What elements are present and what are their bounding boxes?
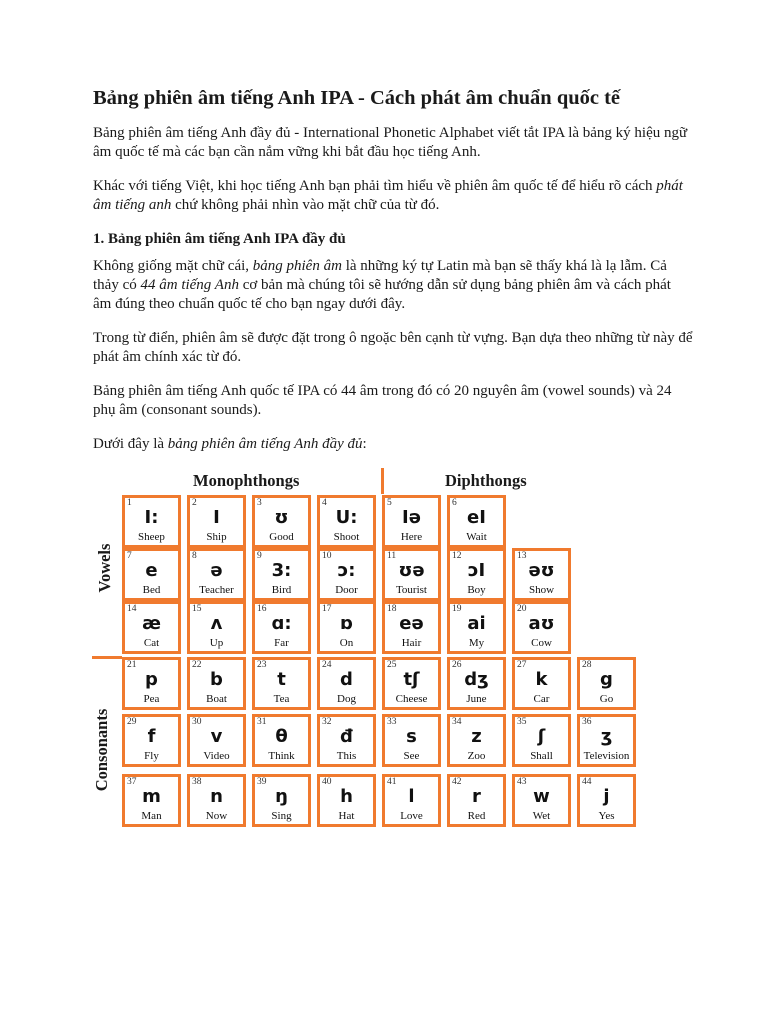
ipa-cell-number: 31 [257, 717, 267, 727]
ipa-example-word: Red [467, 810, 486, 822]
ipa-symbol: n [210, 786, 223, 807]
ipa-cell-number: 35 [517, 717, 527, 727]
ipa-cell-number: 16 [257, 604, 267, 614]
ipa-symbol: I [213, 507, 220, 528]
paragraph-6-text-a: Dưới đây là [93, 436, 168, 452]
ipa-example-word: Bed [142, 584, 161, 596]
ipa-symbol: t [277, 669, 286, 690]
consonants-label: Consonants [92, 708, 111, 792]
ipa-cell [122, 495, 181, 548]
paragraph-6-emphasis: bảng phiên âm tiếng Anh đầy đủ [167, 436, 363, 452]
ipa-symbol: ə [210, 560, 223, 581]
ipa-cell [252, 774, 311, 827]
ipa-cell [187, 601, 246, 654]
ipa-example-word: Dog [337, 693, 356, 705]
ipa-cell [447, 548, 506, 601]
ipa-symbol: đ [340, 726, 353, 747]
ipa-cell [187, 495, 246, 548]
ipa-cell-number: 37 [127, 777, 137, 787]
ipa-cell [512, 657, 571, 710]
ipa-cell [187, 774, 246, 827]
ipa-example-word: My [468, 637, 485, 649]
ipa-cell-number: 15 [192, 604, 202, 614]
ipa-example-word: Ship [206, 531, 227, 543]
paragraph-3-emphasis-1: bảng phiên âm [252, 258, 342, 274]
ipa-cell-number: 38 [192, 777, 202, 787]
ipa-symbol: ʃ [537, 726, 546, 747]
ipa-cell [447, 657, 506, 710]
ipa-example-word: Tea [273, 693, 290, 705]
ipa-cell-number: 26 [452, 660, 462, 670]
paragraph-5: Bảng phiên âm tiếng Anh quốc tế IPA có 44 âm trong đó có 20 nguyên âm (vowel sounds) và 24 phụ âm (consonant sounds). [93, 383, 672, 418]
ipa-example-word: Go [599, 693, 614, 705]
ipa-example-word: Wait [466, 531, 487, 543]
ipa-example-word: Television [583, 750, 630, 762]
ipa-cell-number: 22 [192, 660, 202, 670]
ipa-cell-number: 8 [192, 551, 197, 561]
ipa-symbol: eə [399, 613, 424, 634]
ipa-cell-number: 3 [257, 498, 262, 508]
ipa-cell [187, 714, 246, 767]
ipa-cell [252, 548, 311, 601]
ipa-example-word: Wet [532, 810, 551, 822]
ipa-example-word: Hat [338, 810, 355, 822]
ipa-symbol: Iə [402, 507, 421, 528]
ipa-example-word: Hair [401, 637, 422, 649]
ipa-cell-number: 42 [452, 777, 462, 787]
ipa-cell [447, 495, 506, 548]
ipa-cell [317, 495, 376, 548]
ipa-example-word: Boat [206, 693, 227, 705]
ipa-symbol: s [406, 726, 417, 747]
ipa-symbol: ɔ: [337, 560, 356, 581]
ipa-example-word: Video [203, 750, 230, 762]
ipa-symbol: tʃ [403, 669, 420, 690]
ipa-cell [382, 657, 441, 710]
ipa-symbol: ʊə [398, 560, 425, 581]
ipa-cell-number: 6 [452, 498, 457, 508]
ipa-cell [122, 657, 181, 710]
ipa-example-word: On [339, 637, 354, 649]
ipa-cell [122, 714, 181, 767]
ipa-symbol: ʌ [210, 613, 223, 634]
section-heading: 1. Bảng phiên âm tiếng Anh IPA đầy đủ [93, 231, 346, 247]
ipa-example-word: Sing [271, 810, 292, 822]
ipa-cell [577, 657, 636, 710]
ipa-cell [382, 601, 441, 654]
ipa-cell-number: 30 [192, 717, 202, 727]
ipa-symbol: p [145, 669, 158, 690]
ipa-symbol: r [472, 786, 481, 807]
ipa-symbol: g [600, 669, 613, 690]
paragraph-2-text-a: Khác với tiếng Việt, khi học tiếng Anh bạn phải tìm hiểu về phiên âm quốc tế để hiểu rõ cách [93, 178, 657, 194]
ipa-cell [447, 774, 506, 827]
ipa-symbol: 3: [271, 560, 292, 581]
ipa-symbol: e [145, 560, 158, 581]
ipa-symbol: l [408, 786, 415, 807]
ipa-cell [512, 774, 571, 827]
ipa-example-word: Tourist [395, 584, 427, 596]
ipa-example-word: Good [269, 531, 294, 543]
ipa-cell [382, 548, 441, 601]
ipa-cell-number: 11 [387, 551, 397, 561]
ipa-cell [382, 495, 441, 548]
ipa-symbol: əʊ [528, 560, 555, 581]
ipa-example-word: Think [268, 750, 295, 762]
ipa-symbol: æ [142, 613, 161, 634]
ipa-symbol: ŋ [275, 786, 288, 807]
ipa-symbol: v [210, 726, 223, 747]
ipa-cell-number: 18 [387, 604, 397, 614]
ipa-example-word: Boy [467, 584, 486, 596]
ipa-example-word: Cat [143, 637, 160, 649]
ipa-symbol: ai [467, 613, 486, 634]
ipa-example-word: Pea [143, 693, 160, 705]
ipa-symbol: z [471, 726, 482, 747]
ipa-example-word: Far [274, 637, 289, 649]
ipa-cell [512, 601, 571, 654]
ipa-cell-number: 1 [127, 498, 132, 508]
ipa-cell-number: 33 [387, 717, 397, 727]
paragraph-6-text-b: : [362, 436, 367, 452]
ipa-cell-number: 13 [517, 551, 527, 561]
intro-paragraph: Bảng phiên âm tiếng Anh đầy đủ - International Phonetic Alphabet viết tắt IPA là bảng ký hiệu ngữ âm quốc tế mà các bạn cần nắm vững khi bắt đầu học tiếng Anh. [93, 125, 688, 160]
ipa-cell [122, 601, 181, 654]
ipa-example-word: Shoot [333, 531, 360, 543]
ipa-cell [122, 774, 181, 827]
ipa-example-word: Cheese [395, 693, 428, 705]
ipa-example-word: Show [528, 584, 555, 596]
ipa-example-word: Door [335, 584, 358, 596]
header-divider [381, 468, 384, 494]
ipa-symbol: ʊ [274, 507, 289, 528]
ipa-cell [317, 714, 376, 767]
ipa-example-word: Love [400, 810, 423, 822]
ipa-example-word: Up [209, 637, 224, 649]
paragraph-2-emphasis: phát âm tiếng anh [93, 178, 683, 213]
ipa-cell-number: 40 [322, 777, 332, 787]
monophthongs-label: Monophthongs [193, 471, 300, 490]
diphthongs-label: Diphthongs [445, 471, 527, 490]
ipa-cell-number: 20 [517, 604, 527, 614]
ipa-cell-number: 21 [127, 660, 137, 670]
page-title: Bảng phiên âm tiếng Anh IPA - Cách phát âm chuẩn quốc tế [93, 87, 621, 109]
ipa-cell-number: 34 [452, 717, 462, 727]
ipa-example-word: See [403, 750, 420, 762]
ipa-cell [317, 548, 376, 601]
paragraph-3-text-a: Không giống mặt chữ cái, [93, 258, 253, 274]
ipa-cell-number: 24 [322, 660, 332, 670]
ipa-cell [252, 657, 311, 710]
ipa-example-word: Sheep [138, 531, 165, 543]
paragraph-6 [93, 435, 693, 454]
ipa-cell [252, 714, 311, 767]
ipa-chart [88, 462, 648, 842]
paragraph-3 [93, 257, 693, 314]
ipa-cell-number: 36 [582, 717, 592, 727]
paragraph-2 [93, 177, 693, 215]
ipa-symbol: d [340, 669, 353, 690]
ipa-symbol: U: [335, 507, 358, 528]
ipa-cell [577, 774, 636, 827]
ipa-cell [317, 774, 376, 827]
ipa-cell-number: 4 [322, 498, 327, 508]
ipa-cell-number: 41 [387, 777, 397, 787]
ipa-symbol: w [533, 786, 550, 807]
ipa-symbol: dʒ [464, 669, 489, 690]
ipa-symbol: f [147, 726, 156, 747]
ipa-example-word: Now [205, 810, 228, 822]
ipa-cell [317, 601, 376, 654]
ipa-cell [252, 495, 311, 548]
ipa-cell-number: 10 [322, 551, 332, 561]
ipa-example-word: Shall [530, 750, 553, 762]
ipa-cell-number: 25 [387, 660, 397, 670]
ipa-cell [187, 548, 246, 601]
ipa-symbol: ɔI [467, 560, 486, 581]
section-divider [92, 656, 122, 659]
ipa-cell-number: 7 [127, 551, 132, 561]
ipa-symbol: ɑ: [271, 613, 292, 634]
ipa-example-word: Fly [144, 750, 159, 762]
ipa-example-word: Here [400, 531, 423, 543]
ipa-cell [577, 714, 636, 767]
ipa-cell [317, 657, 376, 710]
ipa-example-word: Zoo [467, 750, 486, 762]
ipa-cell-number: 43 [517, 777, 527, 787]
vowels-label: Vowels [95, 543, 114, 593]
ipa-cell-number: 19 [452, 604, 462, 614]
paragraph-4: Trong từ điển, phiên âm sẽ được đặt trong ô ngoặc bên cạnh từ vựng. Bạn dựa theo những từ này để phát âm chính xác từ đó. [93, 330, 693, 365]
ipa-cell [447, 714, 506, 767]
ipa-cell [512, 714, 571, 767]
paragraph-3-text-c: cơ bản mà chúng tôi sẽ hướng dẫn sử dụng bảng phiên âm và cách phát âm đúng theo chuẩn quốc tế cho bạn ngay dưới đây. [93, 277, 671, 312]
ipa-cell-number: 5 [387, 498, 392, 508]
ipa-cell-number: 2 [192, 498, 197, 508]
ipa-symbol: eI [467, 507, 486, 528]
ipa-cell-number: 14 [127, 604, 137, 614]
ipa-example-word: This [336, 750, 357, 762]
ipa-cell-number: 29 [127, 717, 137, 727]
ipa-cell-number: 12 [452, 551, 462, 561]
ipa-example-word: June [466, 693, 487, 705]
ipa-symbol: ʒ [600, 726, 613, 747]
ipa-symbol: b [210, 669, 223, 690]
ipa-cell-number: 27 [517, 660, 527, 670]
ipa-example-word: Teacher [199, 584, 234, 596]
ipa-example-word: Bird [271, 584, 292, 596]
ipa-symbol: θ [275, 726, 288, 747]
ipa-example-word: Yes [598, 810, 615, 822]
ipa-cell [252, 601, 311, 654]
ipa-cell [382, 774, 441, 827]
ipa-cell-number: 9 [257, 551, 262, 561]
paragraph-3-text-b: là những ký tự Latin mà bạn sẽ thấy khá là lạ lẫm. Cả thảy có [93, 258, 667, 293]
ipa-cell-number: 32 [322, 717, 332, 727]
ipa-symbol: h [340, 786, 353, 807]
ipa-cell-number: 28 [582, 660, 592, 670]
ipa-symbol: ɒ [340, 613, 353, 634]
paragraph-3-emphasis-2: 44 âm tiếng Anh [140, 277, 239, 293]
ipa-cell-number: 39 [257, 777, 267, 787]
paragraph-2-text-b: chứ không phải nhìn vào mặt chữ của từ đó. [171, 197, 440, 213]
ipa-symbol: m [142, 786, 161, 807]
ipa-symbol: k [535, 669, 548, 690]
ipa-example-word: Cow [531, 637, 552, 649]
ipa-cell [187, 657, 246, 710]
ipa-symbol: j [603, 786, 610, 807]
ipa-cell-number: 23 [257, 660, 267, 670]
ipa-cell-number: 44 [582, 777, 592, 787]
ipa-cell [122, 548, 181, 601]
ipa-symbol: I: [144, 507, 159, 528]
ipa-cell [382, 714, 441, 767]
ipa-symbol: aʊ [528, 613, 555, 634]
ipa-cell-number: 17 [322, 604, 332, 614]
ipa-example-word: Man [141, 810, 162, 822]
ipa-cell [512, 548, 571, 601]
ipa-example-word: Car [533, 693, 550, 705]
ipa-cell [447, 601, 506, 654]
